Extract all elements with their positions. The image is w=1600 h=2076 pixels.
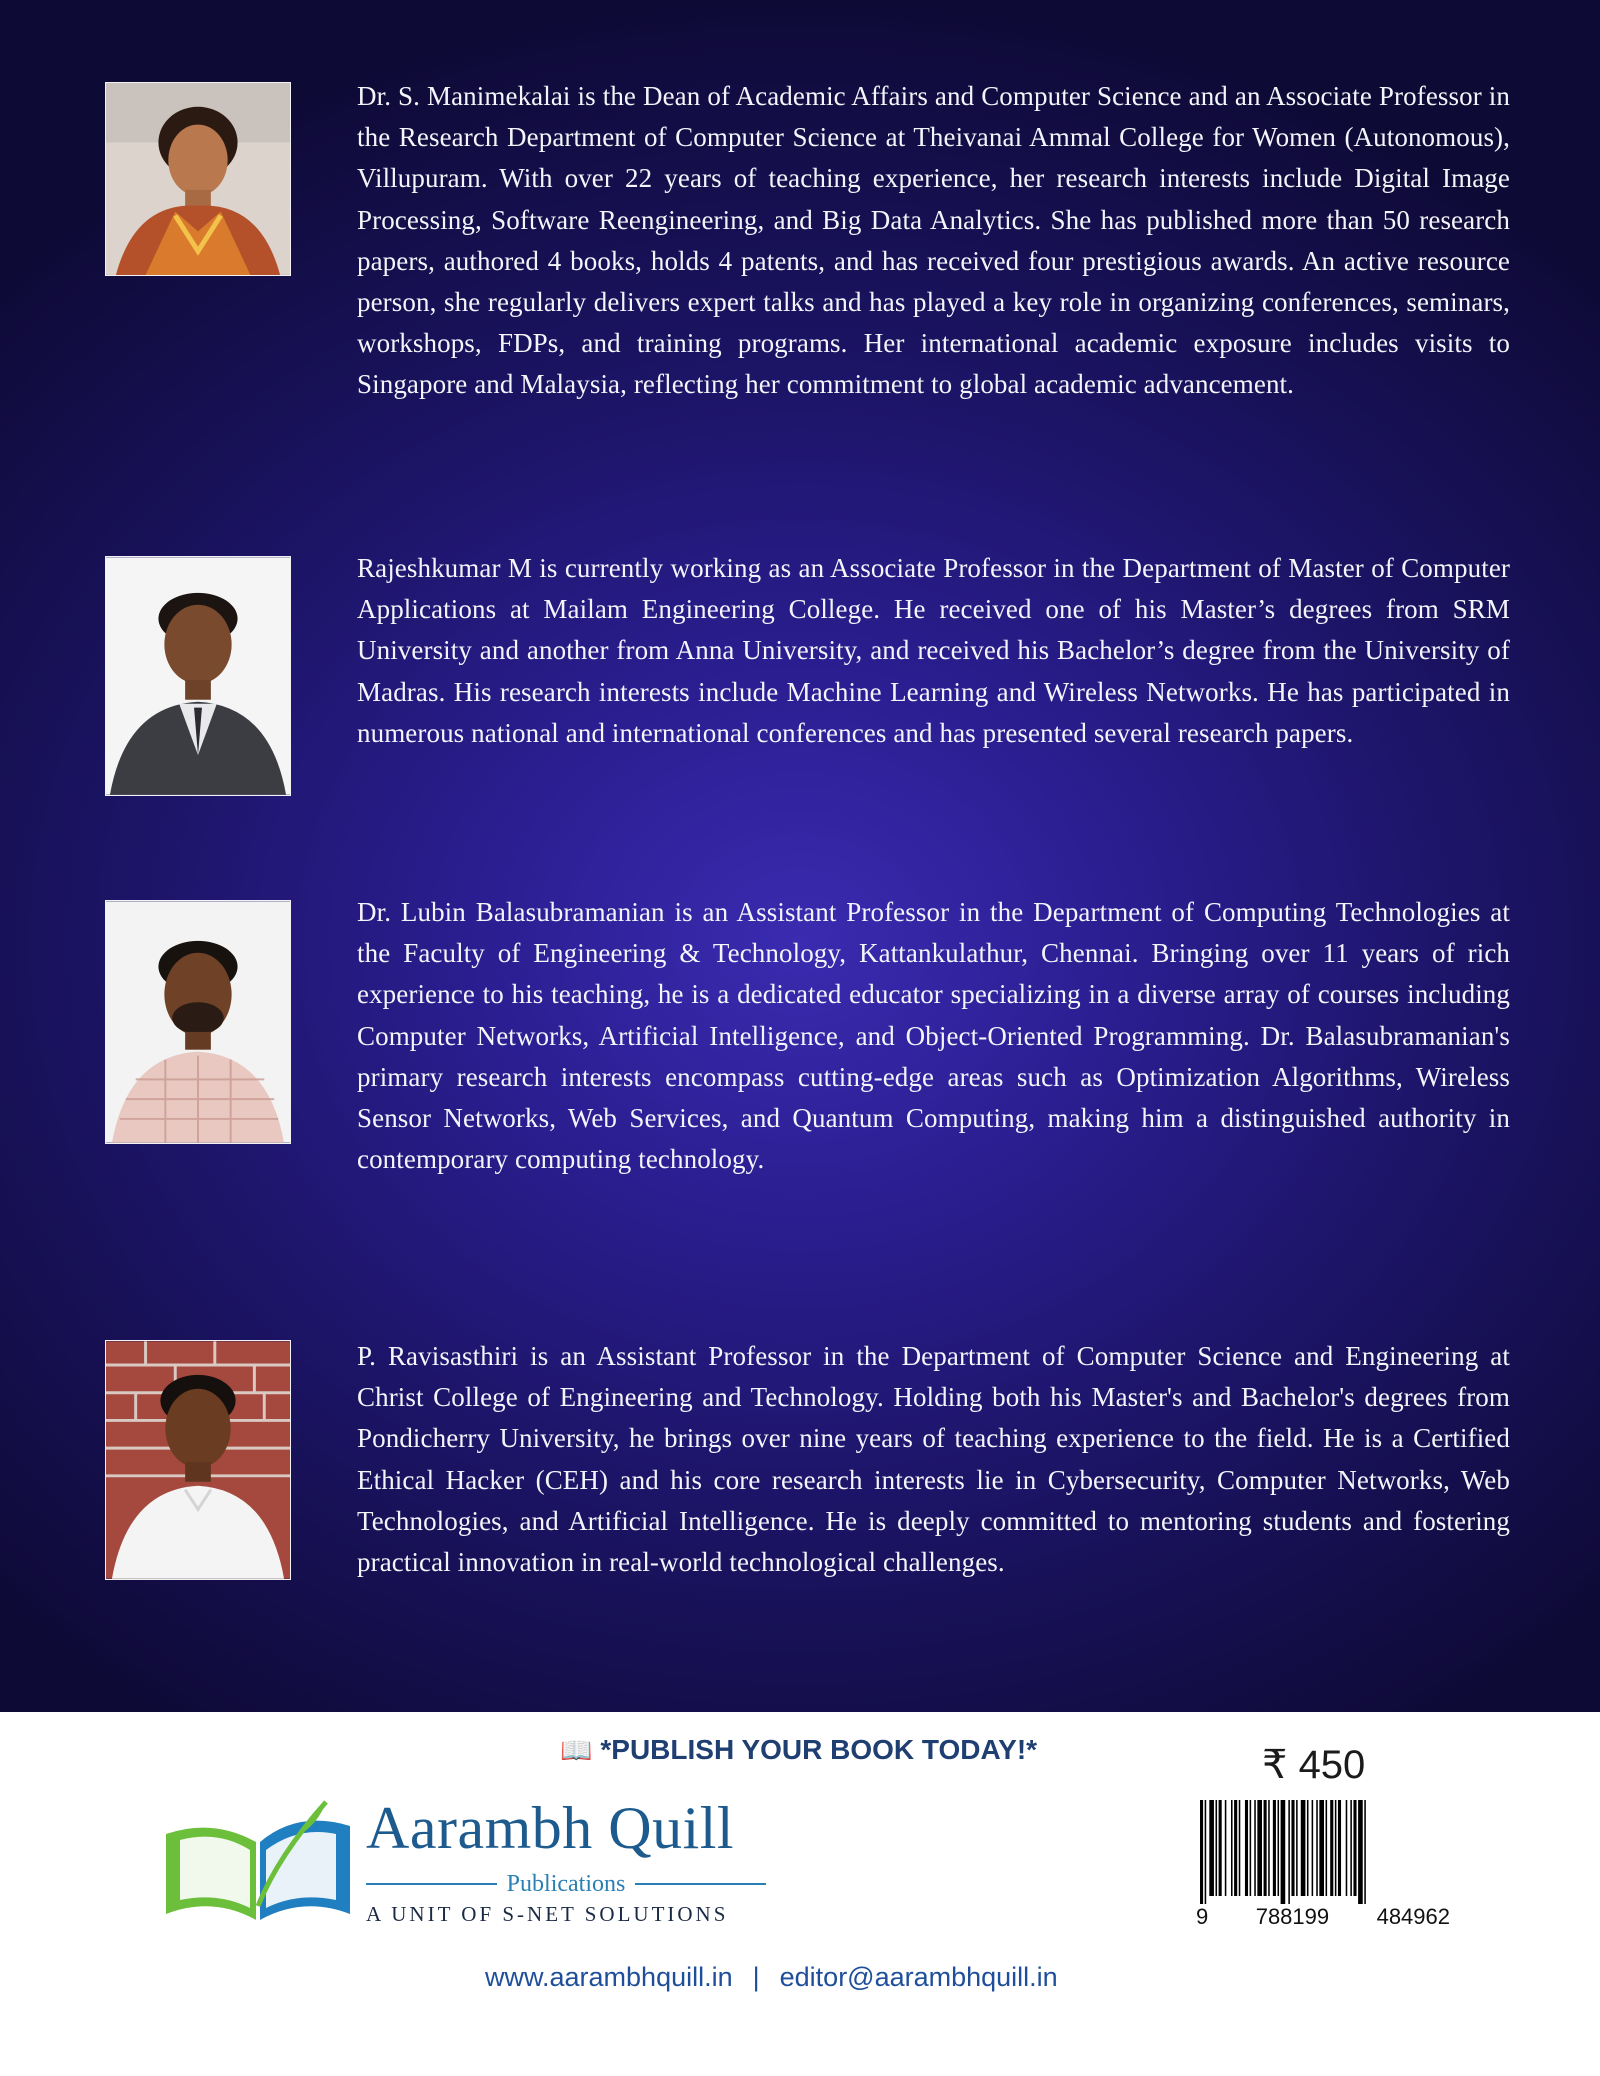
open-book-icon: 📖 bbox=[560, 1734, 593, 1765]
publisher-logo bbox=[158, 1796, 778, 1926]
author-bio-text: Dr. S. Manimekalai is the Dean of Academic Affairs and Computer Science and an Associate Professor in the Research Department of Computer Science at Theivanai Ammal College for Women (Autonomous), Villupuram. With over 22 years of teaching experience, her research interests include Digital Image Processing, Software Reengineering, and Big Data Analytics. She has published more than 50 research papers, authored 4 books, holds 4 patents, and has received four prestigious awards. An active resource person, she regularly delivers expert talks and has played a key role in organizing conferences, seminars, workshops, FDPs, and training programs. Her international academic exposure includes visits to Singapore and Malaysia, reflecting her commitment to global academic advancement. bbox=[357, 81, 1510, 400]
barcode-bar bbox=[1254, 1800, 1256, 1896]
barcode-bar bbox=[1250, 1800, 1252, 1896]
barcode-bar bbox=[1364, 1800, 1366, 1904]
isbn-digit-group: 484962 bbox=[1376, 1904, 1450, 1929]
barcode-bar bbox=[1307, 1800, 1309, 1896]
barcode-bar bbox=[1209, 1800, 1214, 1896]
barcode-bar bbox=[1281, 1800, 1286, 1904]
barcode-bar bbox=[1330, 1800, 1333, 1896]
publish-tagline bbox=[560, 1734, 1037, 1766]
portrait-woman-icon bbox=[106, 83, 290, 275]
barcode-bar bbox=[1200, 1800, 1203, 1904]
website-link[interactable]: www.aarambhquill.in bbox=[485, 1962, 733, 1992]
barcode-bar bbox=[1288, 1800, 1290, 1904]
barcode-bar bbox=[1335, 1800, 1337, 1896]
author-bio-text: P. Ravisasthiri is an Assistant Professor in the Department of Computer Science and Engineering at Christ College of Engineering and Technology. Holding both his Master's and Bachelor's degrees from Pondicherry University, he brings over nine years of teaching experience to the field. He is a Certified Ethical Hacker (CEH) and his core research interests lie in Cybersecurity, Computer Networks, Web Technologies, and Artificial Intelligence. He is deeply committed to mentoring students and fostering practical innovation in real-world technological challenges. bbox=[357, 1341, 1510, 1578]
barcode-bar bbox=[1234, 1800, 1237, 1896]
isbn-digit-group: 9 bbox=[1196, 1904, 1209, 1929]
email-link[interactable]: editor@aarambhquill.in bbox=[779, 1962, 1058, 1992]
author-photo-lubin bbox=[105, 900, 291, 1144]
author-photo-rajeshkumar bbox=[105, 556, 291, 796]
barcode-bar bbox=[1239, 1800, 1241, 1896]
tagline-text: *PUBLISH YOUR BOOK TODAY!* bbox=[600, 1734, 1038, 1765]
barcode-bar bbox=[1296, 1800, 1298, 1896]
barcode-bar bbox=[1257, 1800, 1262, 1896]
barcode-bar bbox=[1205, 1800, 1207, 1904]
barcode-bar bbox=[1326, 1800, 1328, 1896]
portrait-man-checked-shirt-icon bbox=[106, 901, 290, 1143]
separator: | bbox=[752, 1962, 760, 1992]
barcode-bar bbox=[1346, 1800, 1348, 1896]
book-logo-icon bbox=[158, 1796, 358, 1926]
price-label: ₹ 450 bbox=[1262, 1743, 1366, 1787]
barcode-bar bbox=[1350, 1800, 1352, 1896]
barcode-bar bbox=[1225, 1800, 1227, 1896]
barcode-bar bbox=[1264, 1800, 1267, 1896]
contact-line bbox=[485, 1962, 1058, 1993]
barcode-bar bbox=[1273, 1800, 1276, 1896]
portrait-man-white-shirt-icon bbox=[106, 1341, 290, 1579]
barcode-bar bbox=[1316, 1800, 1318, 1896]
barcode-bar bbox=[1278, 1800, 1280, 1896]
publisher-footer bbox=[0, 1712, 1600, 2076]
barcode-bar bbox=[1319, 1800, 1324, 1896]
barcode-bar bbox=[1216, 1800, 1218, 1896]
barcode-bar bbox=[1301, 1800, 1306, 1896]
author-photo-ravisasthiri bbox=[105, 1340, 291, 1580]
barcode-bar bbox=[1358, 1800, 1363, 1904]
isbn-digit-group: 788199 bbox=[1255, 1904, 1330, 1929]
barcode-bar bbox=[1219, 1800, 1222, 1896]
barcode-bar bbox=[1231, 1800, 1233, 1896]
brand-unit: A UNIT OF S-NET SOLUTIONS bbox=[366, 1902, 729, 1926]
isbn-digits bbox=[1196, 1904, 1450, 1930]
author-photo-manimekalai bbox=[105, 82, 291, 276]
barcode-bar bbox=[1353, 1800, 1356, 1896]
barcode-bar bbox=[1291, 1800, 1294, 1896]
brand-sub-row bbox=[366, 1870, 766, 1898]
brand-name: Aarambh Quill bbox=[366, 1795, 735, 1861]
barcode-bar bbox=[1245, 1800, 1248, 1896]
barcode-bar bbox=[1338, 1800, 1341, 1896]
barcode-bar bbox=[1268, 1800, 1270, 1896]
divider bbox=[635, 1883, 766, 1885]
brand-subtitle: Publications bbox=[506, 1870, 626, 1897]
author-bio-text: Rajeshkumar M is currently working as an Associate Professor in the Department of Master of Computer Applications at Mailam Engineering College. He received one of his Master’s degrees from SRM University and another from Anna University, and received his Bachelor’s degree from the University of Madras. His research interests include Machine Learning and Wireless Networks. He has participated in numerous national and international conferences and has presented several research papers. bbox=[357, 553, 1510, 748]
author-bio-text: Dr. Lubin Balasubramanian is an Assistant Professor in the Department of Computing Technologies at the Faculty of Engineering & Technology, Kattankulathur, Chennai. Bringing over 11 years of rich experience to his teaching, he is a dedicated educator specializing in a diverse array of courses including Computer Networks, Artificial Intelligence, and Object-Oriented Programming. Dr. Balasubramanian's primary research interests encompass cutting-edge areas such as Optimization Algorithms, Wireless Sensor Networks, Web Services, and Quantum Computing, making him a distinguished authority in contemporary computing technology. bbox=[357, 897, 1510, 1175]
barcode-icon bbox=[1196, 1800, 1450, 1904]
barcode-bar bbox=[1312, 1800, 1314, 1896]
divider bbox=[366, 1883, 497, 1885]
portrait-man-suit-icon bbox=[106, 557, 290, 795]
